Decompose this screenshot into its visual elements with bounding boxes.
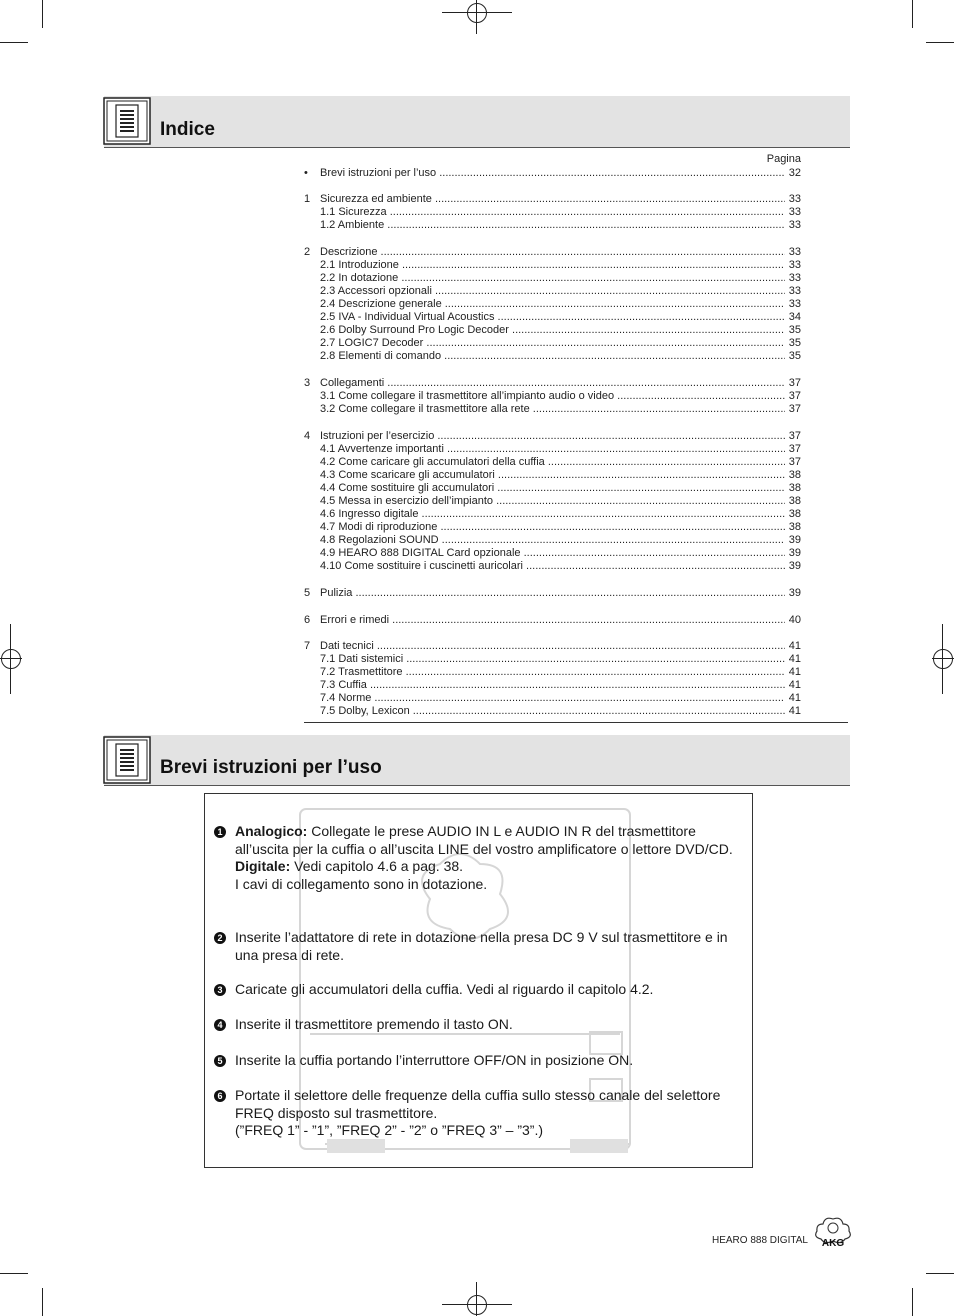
toc-page-number: 37 [785, 390, 801, 403]
toc-page-number: 37 [785, 456, 801, 469]
toc-page-number: 38 [785, 482, 801, 495]
toc-page-number: 37 [785, 377, 801, 390]
toc-page-number: 33 [785, 298, 801, 311]
toc-page-number: 33 [785, 193, 801, 206]
toc-row [304, 692, 801, 705]
toc-row [304, 534, 801, 547]
toc-row [304, 653, 801, 666]
toc-page-number: 37 [785, 443, 801, 456]
step-text: Portate il selettore delle frequenze della cuffia sullo stesso canale del selettore FREQ disposto sul trasmettitore. [235, 1087, 721, 1121]
toc-page-number: 40 [785, 614, 801, 627]
toc-entry-label: Pulizia ..... [320, 587, 785, 600]
toc-page-number: 38 [785, 469, 801, 482]
toc-row [304, 298, 801, 311]
toc-entry-label: 4.3 Come scaricare gli accumulatori ..... [320, 469, 785, 482]
toc-chapter-number: 5 [304, 587, 311, 599]
toc-row [304, 246, 801, 259]
toc-entry-label: 2.5 IVA - Individual Virtual Acoustics ..... [320, 311, 785, 324]
toc-row [304, 259, 801, 272]
toc-row [304, 206, 801, 219]
toc-page-number: 38 [785, 521, 801, 534]
toc-row [304, 272, 801, 285]
step-6 [217, 1087, 745, 1140]
toc-entry-label: Descrizione ..... [320, 246, 785, 259]
toc-page-number: 33 [785, 259, 801, 272]
toc-entry-label: 3.2 Come collegare il trasmettitore alla rete ..... [320, 403, 785, 416]
step-text: Inserite il trasmettitore premendo il tasto ON. [235, 1016, 513, 1032]
toc-entry-label: 2.6 Dolby Surround Pro Logic Decoder ..... [320, 324, 785, 337]
toc-row [304, 640, 801, 653]
toc-page-number: 41 [785, 666, 801, 679]
toc-page-number: 41 [785, 679, 801, 692]
registration-mark [476, 1282, 477, 1316]
toc-page-number: 41 [785, 653, 801, 666]
toc-entry-label: Dati tecnici ..... [320, 640, 785, 653]
toc-entry-label: Errori e rimedi ..... [320, 614, 785, 627]
toc-row [304, 350, 801, 363]
toc-entry-label: 2.4 Descrizione generale ..... [320, 298, 785, 311]
step-bold-label: Digitale: [235, 858, 291, 874]
toc-row [304, 508, 801, 521]
toc-page-number: 35 [785, 350, 801, 363]
toc-entry-label: 7.2 Trasmettitore ..... [320, 666, 785, 679]
step-number: 1 [214, 826, 226, 838]
step-number: 3 [214, 984, 226, 996]
registration-mark [442, 1304, 512, 1305]
registration-mark [933, 649, 953, 669]
toc-entry-label: 7.1 Dati sistemici ..... [320, 653, 785, 666]
toc-chapter-number: 3 [304, 377, 311, 389]
crop-mark [926, 1273, 954, 1274]
toc-entry-label: 4.6 Ingresso digitale ..... [320, 508, 785, 521]
toc-entry-label: 2.3 Accessori opzionali ..... [320, 285, 785, 298]
registration-mark [10, 624, 11, 694]
toc-entry-label: 2.1 Introduzione ..... [320, 259, 785, 272]
toc-row [304, 469, 801, 482]
toc-page-number: 33 [785, 246, 801, 259]
step-2 [217, 929, 745, 964]
quick-instructions-box [204, 793, 753, 1168]
step-number: 2 [214, 932, 226, 944]
crop-mark [912, 0, 913, 28]
footer-product-name: HEARO 888 DIGITAL [712, 1235, 808, 1246]
registration-mark [1, 649, 21, 669]
document-icon [103, 736, 151, 784]
toc-row [304, 443, 801, 456]
toc-page-number: 41 [785, 705, 801, 718]
toc-entry-label: 3.1 Come collegare il trasmettitore all’impianto audio o video ..... [320, 390, 785, 403]
toc-page-number: 33 [785, 285, 801, 298]
toc-row [304, 430, 801, 443]
toc-entry-label: 7.4 Norme ..... [320, 692, 785, 705]
toc-entry-label: 2.7 LOGIC7 Decoder ..... [320, 337, 785, 350]
toc-page-number: 35 [785, 337, 801, 350]
toc-row [304, 614, 801, 627]
toc-chapter-number: 1 [304, 193, 311, 205]
toc-row [304, 666, 801, 679]
toc-row [304, 167, 801, 180]
step-bold-label: Analogico: [235, 823, 308, 839]
toc-page-number: 33 [785, 272, 801, 285]
section-title: Indice [160, 119, 215, 140]
crop-mark [926, 42, 954, 43]
step-text: Caricate gli accumulatori della cuffia. Vedi al riguardo il capitolo 4.2. [235, 981, 654, 997]
toc-page-number: 39 [785, 547, 801, 560]
toc-row [304, 324, 801, 337]
step-4 [217, 1016, 745, 1034]
section-title: Brevi istruzioni per l’uso [160, 757, 382, 778]
toc-page-number: 37 [785, 403, 801, 416]
toc-chapter-number: 2 [304, 246, 311, 258]
toc-entry-label: Brevi istruzioni per l’uso ..... [320, 167, 785, 180]
toc-entry-label: Istruzioni per l’esercizio ..... [320, 430, 785, 443]
step-text: Inserite l’adattatore di rete in dotazione nella presa DC 9 V sul trasmettitore e in una presa di rete. [235, 929, 728, 963]
toc-page-number: 33 [785, 206, 801, 219]
toc-entry-label: 4.8 Regolazioni SOUND ..... [320, 534, 785, 547]
step-text: I cavi di collegamento sono in dotazione. [235, 875, 488, 892]
crop-mark [42, 0, 43, 28]
step-number: 4 [214, 1019, 226, 1031]
toc-row [304, 679, 801, 692]
toc-row [304, 219, 801, 232]
toc-page-number: 41 [785, 640, 801, 653]
toc-row [304, 495, 801, 508]
toc-entry-label: Collegamenti ..... [320, 377, 785, 390]
toc-page-number: 41 [785, 692, 801, 705]
step-5 [217, 1052, 745, 1070]
toc-row [304, 285, 801, 298]
registration-mark [476, 0, 477, 34]
toc-page-number: 38 [785, 495, 801, 508]
toc-page-number: 38 [785, 508, 801, 521]
toc-entry-label: 2.2 In dotazione ..... [320, 272, 785, 285]
toc-page-number: 39 [785, 534, 801, 547]
toc-row [304, 705, 801, 718]
toc-entry-label: 4.7 Modi di riproduzione ..... [320, 521, 785, 534]
toc-entry-label: 7.5 Dolby, Lexicon ..... [320, 705, 785, 718]
toc-entry-label: 4.4 Come sostituire gli accumulatori ..... [320, 482, 785, 495]
step-3 [217, 981, 745, 999]
step-1 [217, 823, 745, 893]
section-header-bar [104, 96, 850, 148]
step-text: Vedi capitolo 4.6 a pag. 38. [290, 858, 464, 874]
toc-page-number: 37 [785, 430, 801, 443]
crop-mark [912, 1288, 913, 1316]
toc-page-number: 39 [785, 560, 801, 573]
toc-row [304, 337, 801, 350]
toc-entry-label: 1.1 Sicurezza ..... [320, 206, 785, 219]
toc-row [304, 311, 801, 324]
step-number: 5 [214, 1055, 226, 1067]
toc-chapter-number: • [304, 167, 308, 179]
toc-row [304, 587, 801, 600]
toc-page-number: 32 [785, 167, 801, 180]
toc-entry-label: 4.2 Come caricare gli accumulatori della cuffia ..... [320, 456, 785, 469]
step-text: Collegate le prese AUDIO IN L e AUDIO IN R del trasmettitore all’uscita per la cuffia o all’uscita LINE del vostro amplificatore o lettore DVD/CD. [235, 823, 733, 857]
toc-entry-label: 4.5 Messa in esercizio dell’impianto ..... [320, 495, 785, 508]
crop-mark [0, 1273, 28, 1274]
document-icon [103, 97, 151, 145]
toc-row [304, 403, 801, 416]
toc-entry-label: Sicurezza ed ambiente ..... [320, 193, 785, 206]
crop-mark [0, 42, 28, 43]
toc-row [304, 456, 801, 469]
step-number: 6 [214, 1090, 226, 1102]
toc-row [304, 521, 801, 534]
toc-page-number: 39 [785, 587, 801, 600]
toc-chapter-number: 7 [304, 640, 311, 652]
registration-mark [932, 658, 954, 659]
table-of-contents [304, 153, 801, 723]
toc-page-number: 33 [785, 219, 801, 232]
toc-entry-label: 4.10 Come sostituire i cuscinetti auricolari ..... [320, 560, 785, 573]
toc-chapter-number: 6 [304, 614, 311, 626]
toc-chapter-number: 4 [304, 430, 311, 442]
toc-entry-label: 4.1 Avvertenze importanti ..... [320, 443, 785, 456]
toc-bottom-rule [304, 722, 848, 723]
akg-logo-text: AKG [821, 1238, 845, 1248]
toc-row [304, 390, 801, 403]
toc-entry-label: 2.8 Elementi di comando ..... [320, 350, 785, 363]
toc-entry-label: 7.3 Cuffia ..... [320, 679, 785, 692]
toc-row [304, 193, 801, 206]
toc-entry-label: 1.2 Ambiente ..... [320, 219, 785, 232]
step-text: (”FREQ 1” - ”1”, ”FREQ 2” - ”2” o ”FREQ 3” – ”3”.) [235, 1122, 544, 1138]
toc-page-header: Pagina [766, 153, 801, 165]
toc-entry-label: 4.9 HEARO 888 DIGITAL Card opzionale ..... [320, 547, 785, 560]
toc-row [304, 560, 801, 573]
registration-mark [467, 1295, 487, 1315]
toc-row [304, 547, 801, 560]
toc-page-number: 35 [785, 324, 801, 337]
toc-row [304, 482, 801, 495]
step-text: Inserite la cuffia portando l’interruttore OFF/ON in posizione ON. [235, 1052, 634, 1068]
toc-row [304, 377, 801, 390]
crop-mark [42, 1288, 43, 1316]
akg-logo [815, 1216, 851, 1248]
toc-page-number: 34 [785, 311, 801, 324]
registration-mark [0, 658, 22, 659]
registration-mark [467, 3, 487, 23]
registration-mark [942, 624, 943, 694]
registration-mark [442, 12, 512, 13]
